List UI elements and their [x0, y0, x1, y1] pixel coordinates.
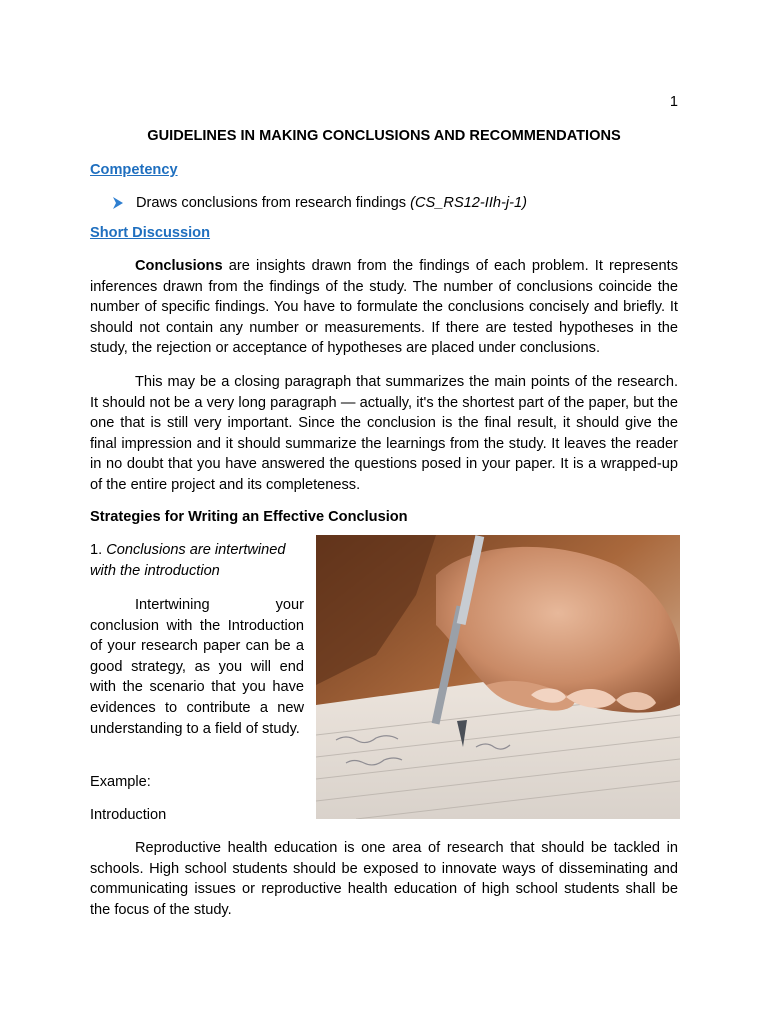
competency-heading: Competency [90, 162, 178, 178]
conclusions-definition: are insights drawn from the findings of each problem. It represents inferences drawn from the findings of the study. The number of conclusions coincide the number of specific findings. You have to formulate the conclusions concisely and briefly. It should not contain any number or measurements. If there are tested hypotheses in the study, the rejection or acceptance of hypotheses are placed under conclusions. [90, 258, 678, 357]
competency-code: (CS_RS12-IIh-j-1) [410, 195, 527, 211]
page-number: 1 [669, 94, 678, 110]
hand-writing-illustration [316, 535, 680, 819]
example-label: Example: [90, 774, 151, 790]
closing-paragraph: This may be a closing paragraph that summarizes the main points of the research. It should not be a very long paragraph — actually, it's the shortest part of the paper, but the one that is still very important. Since the conclusion is the final result, it should give the final impression and it should summarize the learnings from the study. It leaves the reader in no doubt that you have answered the questions posed in your paper. It is a wrapped-up of the entire project and its completeness. [90, 374, 678, 493]
strategy-point-one [90, 540, 304, 581]
point-number: 1. [90, 542, 107, 558]
strategies-heading: Strategies for Writing an Effective Conclusion [90, 509, 408, 525]
document-title: GUIDELINES IN MAKING CONCLUSIONS AND RECOMMENDATIONS [147, 128, 621, 144]
point-title: Conclusions are intertwined with the introduction [90, 542, 286, 579]
intertwine-paragraph: Intertwining your conclusion with the Introduction of your research paper can be a good strategy, as you will end with the scenario that you have evidences to contribute a new understanding to a field of study. [90, 597, 304, 737]
introduction-example-paragraph: Reproductive health education is one area of research that should be tackled in schools. High school students should be exposed to innovate ways of disseminating and communicating issues or reproductive health education of high school students shall be the focus of the study. [90, 840, 678, 918]
introduction-label: Introduction [90, 807, 167, 823]
arrow-bullet-icon [112, 196, 124, 210]
competency-description: Draws conclusions from research findings [136, 195, 411, 211]
short-discussion-heading: Short Discussion [90, 225, 211, 241]
conclusions-term: Conclusions [135, 258, 223, 274]
competency-text [136, 193, 527, 214]
hand-writing-photo [316, 535, 680, 819]
conclusions-paragraph [90, 256, 678, 359]
competency-bullet [112, 193, 527, 214]
